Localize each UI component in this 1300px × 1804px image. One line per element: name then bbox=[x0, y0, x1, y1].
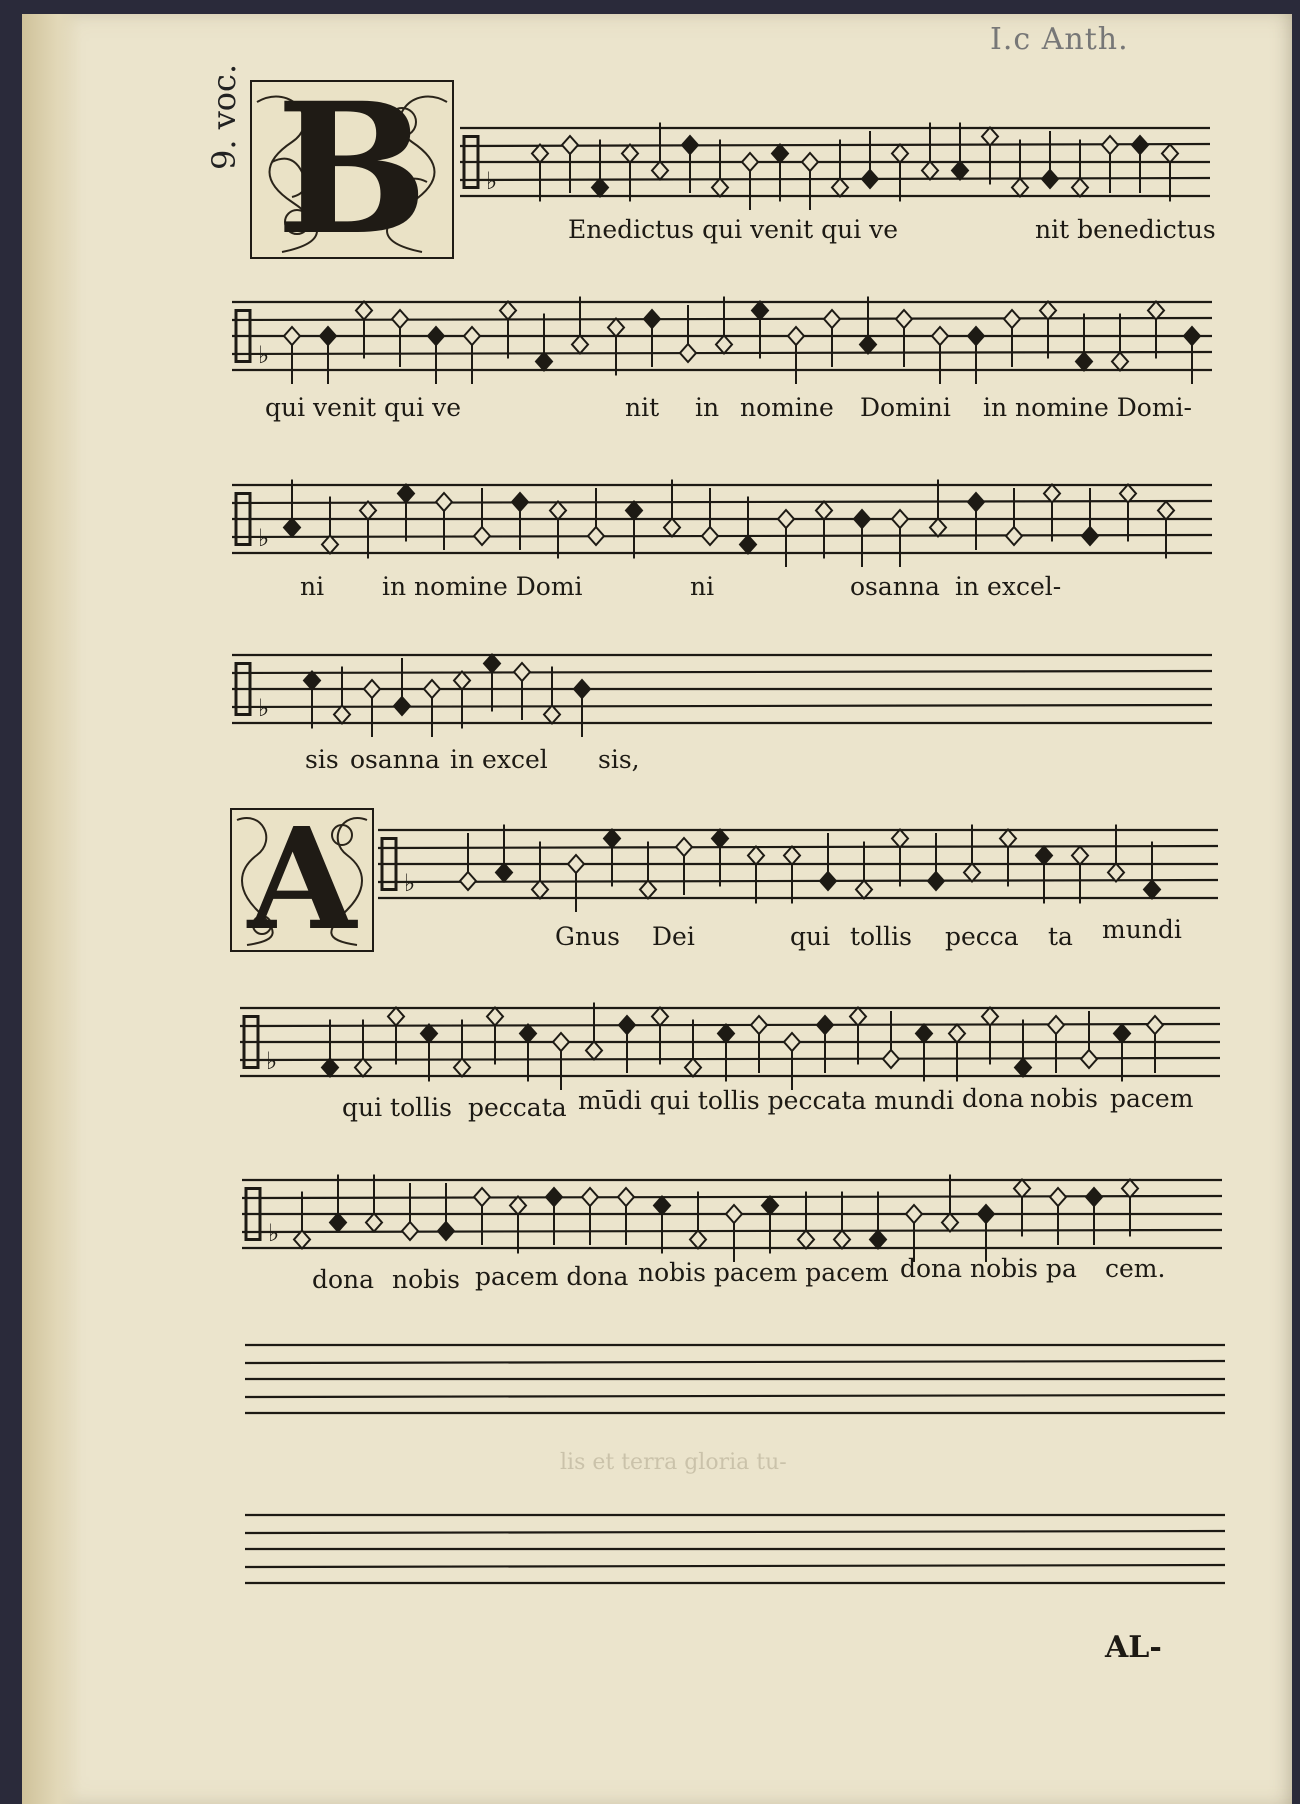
voice-label: 9. voc. bbox=[205, 63, 243, 170]
note-icon bbox=[1147, 1016, 1163, 1073]
note-icon bbox=[355, 1020, 371, 1077]
note-icon bbox=[322, 1020, 338, 1077]
lyric-syllable: sis bbox=[305, 745, 339, 774]
note-icon bbox=[1042, 131, 1058, 188]
note-icon bbox=[402, 1183, 418, 1240]
note-icon bbox=[1184, 327, 1200, 384]
note-icon bbox=[588, 488, 604, 545]
note-icon bbox=[748, 847, 764, 904]
note-icon bbox=[751, 1016, 767, 1073]
note-icon bbox=[510, 1197, 526, 1254]
lyric-syllable: nomine bbox=[740, 393, 834, 422]
decorated-initial-a bbox=[230, 808, 374, 952]
staff-line bbox=[245, 1361, 1225, 1363]
lyric-line-1b: nit benedictus bbox=[1035, 215, 1216, 244]
flat-icon: ♭ bbox=[258, 524, 270, 553]
note-icon bbox=[798, 1192, 814, 1249]
lyric-syllable: Domini bbox=[860, 393, 951, 422]
note-icon bbox=[788, 327, 804, 384]
note-icon bbox=[778, 510, 794, 567]
note-icon bbox=[802, 153, 818, 210]
note-icon bbox=[438, 1183, 454, 1240]
note-icon bbox=[460, 833, 476, 890]
note-icon bbox=[294, 1192, 310, 1249]
lyric-syllable: qui venit qui ve bbox=[265, 393, 462, 422]
music-staff bbox=[232, 625, 1212, 753]
lyric-syllable: nit bbox=[625, 393, 660, 422]
note-icon bbox=[366, 1175, 382, 1232]
flat-icon: ♭ bbox=[268, 1219, 280, 1248]
staff-line bbox=[232, 501, 1212, 503]
staff-line bbox=[245, 1531, 1225, 1533]
lyric-syllable: ni bbox=[300, 572, 325, 601]
note-icon bbox=[398, 485, 414, 542]
note-icon bbox=[916, 1025, 932, 1082]
note-icon bbox=[752, 302, 768, 359]
note-icon bbox=[682, 136, 698, 193]
note-icon bbox=[304, 672, 320, 729]
lyric-syllable: pacem dona bbox=[475, 1262, 629, 1291]
note-icon bbox=[320, 327, 336, 384]
note-icon bbox=[1148, 302, 1164, 359]
note-icon bbox=[932, 327, 948, 384]
note-icon bbox=[1040, 302, 1056, 359]
lyric-syllable: in bbox=[695, 393, 720, 422]
note-icon bbox=[718, 1025, 734, 1082]
staff-line bbox=[245, 1395, 1225, 1397]
note-icon bbox=[464, 327, 480, 384]
music-staff bbox=[460, 98, 1210, 226]
note-icon bbox=[824, 310, 840, 367]
note-icon bbox=[512, 493, 528, 550]
note-icon bbox=[1082, 488, 1098, 545]
note-icon bbox=[568, 855, 584, 912]
staff-line bbox=[240, 1024, 1220, 1026]
staff-line bbox=[232, 535, 1212, 537]
note-icon bbox=[860, 297, 876, 354]
note-icon bbox=[1132, 136, 1148, 193]
empty-staff bbox=[245, 1485, 1225, 1613]
note-icon bbox=[892, 510, 908, 567]
note-icon bbox=[572, 297, 588, 354]
note-icon bbox=[982, 1008, 998, 1065]
flat-icon: ♭ bbox=[258, 341, 270, 370]
lyric-syllable: sis, bbox=[598, 745, 640, 774]
note-icon bbox=[644, 310, 660, 367]
note-icon bbox=[942, 1175, 958, 1232]
note-icon bbox=[982, 128, 998, 185]
note-icon bbox=[1048, 1016, 1064, 1073]
note-icon bbox=[582, 1188, 598, 1245]
lyric-syllable: in excel- bbox=[955, 572, 1062, 601]
note-icon bbox=[784, 847, 800, 904]
lyric-syllable: mūdi qui tollis peccata mundi bbox=[578, 1086, 955, 1115]
note-icon bbox=[550, 502, 566, 559]
page-edge bbox=[22, 14, 82, 1804]
note-icon bbox=[1006, 488, 1022, 545]
note-icon bbox=[454, 672, 470, 729]
note-icon bbox=[586, 1003, 602, 1060]
note-icon bbox=[772, 145, 788, 202]
note-icon bbox=[832, 140, 848, 197]
note-icon bbox=[1081, 1011, 1097, 1068]
note-icon bbox=[968, 493, 984, 550]
note-icon bbox=[870, 1192, 886, 1249]
note-icon bbox=[1108, 825, 1124, 882]
note-icon bbox=[496, 825, 512, 882]
note-icon bbox=[1076, 314, 1092, 371]
staff-svg bbox=[460, 98, 1210, 226]
staff-svg bbox=[245, 1485, 1225, 1613]
note-icon bbox=[817, 1016, 833, 1073]
note-icon bbox=[553, 1033, 569, 1090]
initial-letter: B bbox=[275, 80, 429, 259]
note-icon bbox=[676, 838, 692, 895]
lyric-syllable: pacem bbox=[1110, 1084, 1194, 1113]
note-icon bbox=[1014, 1180, 1030, 1237]
note-icon bbox=[532, 145, 548, 202]
note-icon bbox=[1036, 847, 1052, 904]
flat-icon: ♭ bbox=[404, 869, 416, 898]
note-icon bbox=[1015, 1020, 1031, 1077]
note-icon bbox=[1158, 502, 1174, 559]
note-icon bbox=[1004, 310, 1020, 367]
note-icon bbox=[330, 1175, 346, 1232]
lyric-syllable: in nomine Domi- bbox=[983, 393, 1192, 422]
note-icon bbox=[322, 497, 338, 554]
note-icon bbox=[520, 1025, 536, 1082]
lyric-syllable: dona bbox=[962, 1084, 1025, 1113]
music-staff bbox=[232, 272, 1212, 400]
note-icon bbox=[1120, 485, 1136, 542]
note-icon bbox=[834, 1192, 850, 1249]
note-icon bbox=[1012, 140, 1028, 197]
show-through-text: lis et terra gloria tu- bbox=[560, 1450, 787, 1475]
note-icon bbox=[618, 1188, 634, 1245]
lyric-syllable: qui bbox=[790, 922, 831, 951]
note-icon bbox=[334, 667, 350, 724]
note-icon bbox=[712, 830, 728, 887]
note-icon bbox=[544, 667, 560, 724]
note-icon bbox=[562, 136, 578, 193]
lyric-syllable: ni bbox=[690, 572, 715, 601]
note-icon bbox=[664, 480, 680, 537]
note-icon bbox=[712, 140, 728, 197]
note-icon bbox=[436, 493, 452, 550]
note-icon bbox=[968, 327, 984, 384]
note-icon bbox=[854, 510, 870, 567]
note-icon bbox=[546, 1188, 562, 1245]
note-icon bbox=[604, 830, 620, 887]
lyric-syllable: osanna bbox=[350, 745, 440, 774]
note-icon bbox=[622, 145, 638, 202]
lyric-syllable: ta bbox=[1048, 922, 1073, 951]
lyric-line-1a: Enedictus qui venit qui ve bbox=[568, 215, 899, 244]
note-icon bbox=[514, 663, 530, 720]
lyric-syllable: cem. bbox=[1105, 1254, 1166, 1283]
note-icon bbox=[424, 680, 440, 737]
note-icon bbox=[816, 502, 832, 559]
lyric-syllable: pecca bbox=[945, 922, 1019, 951]
note-icon bbox=[742, 153, 758, 210]
note-icon bbox=[1144, 842, 1160, 899]
note-icon bbox=[484, 655, 500, 712]
note-icon bbox=[652, 123, 668, 180]
empty-staff bbox=[245, 1315, 1225, 1443]
note-icon bbox=[685, 1020, 701, 1077]
lyric-syllable: in excel bbox=[450, 745, 548, 774]
note-icon bbox=[1072, 140, 1088, 197]
note-icon bbox=[1102, 136, 1118, 193]
staff-line bbox=[242, 1196, 1222, 1198]
note-icon bbox=[928, 833, 944, 890]
note-icon bbox=[1050, 1188, 1066, 1245]
note-icon bbox=[640, 842, 656, 899]
note-icon bbox=[536, 314, 552, 371]
note-icon bbox=[284, 327, 300, 384]
note-icon bbox=[896, 310, 912, 367]
note-icon bbox=[690, 1192, 706, 1249]
note-icon bbox=[726, 1205, 742, 1262]
lyric-syllable: Gnus bbox=[555, 922, 621, 951]
note-icon bbox=[392, 310, 408, 367]
running-header: I.c Anth. bbox=[990, 22, 1129, 57]
note-icon bbox=[608, 319, 624, 376]
note-icon bbox=[952, 123, 968, 180]
note-icon bbox=[850, 1008, 866, 1065]
lyric-syllable: osanna bbox=[850, 572, 940, 601]
note-icon bbox=[454, 1020, 470, 1077]
music-staff bbox=[378, 800, 1218, 928]
note-icon bbox=[284, 480, 300, 537]
note-icon bbox=[532, 842, 548, 899]
note-icon bbox=[487, 1008, 503, 1065]
note-icon bbox=[862, 131, 878, 188]
lyric-syllable: nobis bbox=[392, 1265, 460, 1294]
note-icon bbox=[1162, 145, 1178, 202]
music-staff bbox=[232, 455, 1212, 583]
note-icon bbox=[762, 1197, 778, 1254]
note-icon bbox=[626, 502, 642, 559]
lyric-syllable: in nomine Domi bbox=[382, 572, 583, 601]
catchword: AL- bbox=[1105, 1630, 1162, 1665]
note-icon bbox=[922, 123, 938, 180]
note-icon bbox=[949, 1025, 965, 1082]
flat-icon: ♭ bbox=[266, 1047, 278, 1076]
note-icon bbox=[356, 302, 372, 359]
note-icon bbox=[892, 830, 908, 887]
note-icon bbox=[360, 502, 376, 559]
note-icon bbox=[592, 140, 608, 197]
lyric-syllable: qui tollis bbox=[342, 1093, 452, 1122]
note-icon bbox=[388, 1008, 404, 1065]
note-icon bbox=[716, 297, 732, 354]
note-icon bbox=[930, 480, 946, 537]
note-icon bbox=[702, 488, 718, 545]
note-icon bbox=[421, 1025, 437, 1082]
note-icon bbox=[619, 1016, 635, 1073]
lyric-syllable: dona nobis pa bbox=[900, 1254, 1077, 1283]
note-icon bbox=[394, 658, 410, 715]
note-icon bbox=[740, 497, 756, 554]
note-icon bbox=[652, 1008, 668, 1065]
staff-line bbox=[240, 1058, 1220, 1060]
lyric-syllable: Dei bbox=[652, 922, 695, 951]
note-icon bbox=[856, 842, 872, 899]
note-icon bbox=[820, 833, 836, 890]
note-icon bbox=[500, 302, 516, 359]
staff-line bbox=[242, 1230, 1222, 1232]
initial-letter: A bbox=[247, 808, 357, 952]
note-icon bbox=[364, 680, 380, 737]
staff-line bbox=[245, 1565, 1225, 1567]
note-icon bbox=[1112, 314, 1128, 371]
note-icon bbox=[1072, 847, 1088, 904]
note-icon bbox=[1086, 1188, 1102, 1245]
flat-icon: ♭ bbox=[486, 167, 498, 196]
note-icon bbox=[892, 145, 908, 202]
note-icon bbox=[574, 680, 590, 737]
note-icon bbox=[680, 305, 696, 362]
flat-icon: ♭ bbox=[258, 694, 270, 723]
lyric-syllable: nobis pacem pacem bbox=[638, 1258, 889, 1287]
note-icon bbox=[1044, 485, 1060, 542]
staff-line bbox=[232, 318, 1212, 320]
staff-line bbox=[232, 705, 1212, 707]
note-icon bbox=[1000, 830, 1016, 887]
decorated-initial-b bbox=[250, 80, 454, 259]
staff-line bbox=[232, 671, 1212, 673]
note-icon bbox=[1122, 1180, 1138, 1237]
staff-svg bbox=[245, 1315, 1225, 1443]
note-icon bbox=[654, 1197, 670, 1254]
note-icon bbox=[1114, 1025, 1130, 1082]
staff-svg bbox=[378, 800, 1218, 928]
note-icon bbox=[964, 825, 980, 882]
lyric-syllable: tollis bbox=[850, 922, 912, 951]
note-icon bbox=[883, 1011, 899, 1068]
note-icon bbox=[428, 327, 444, 384]
staff-line bbox=[460, 178, 1210, 180]
staff-svg bbox=[232, 455, 1212, 583]
staff-svg bbox=[232, 272, 1212, 400]
lyric-syllable: peccata bbox=[468, 1093, 567, 1122]
note-icon bbox=[474, 488, 490, 545]
lyric-syllable: dona bbox=[312, 1265, 375, 1294]
note-icon bbox=[474, 1188, 490, 1245]
lyric-syllable: mundi bbox=[1102, 915, 1182, 944]
staff-svg bbox=[232, 625, 1212, 753]
lyric-syllable: nobis bbox=[1030, 1084, 1098, 1113]
note-icon bbox=[784, 1033, 800, 1090]
